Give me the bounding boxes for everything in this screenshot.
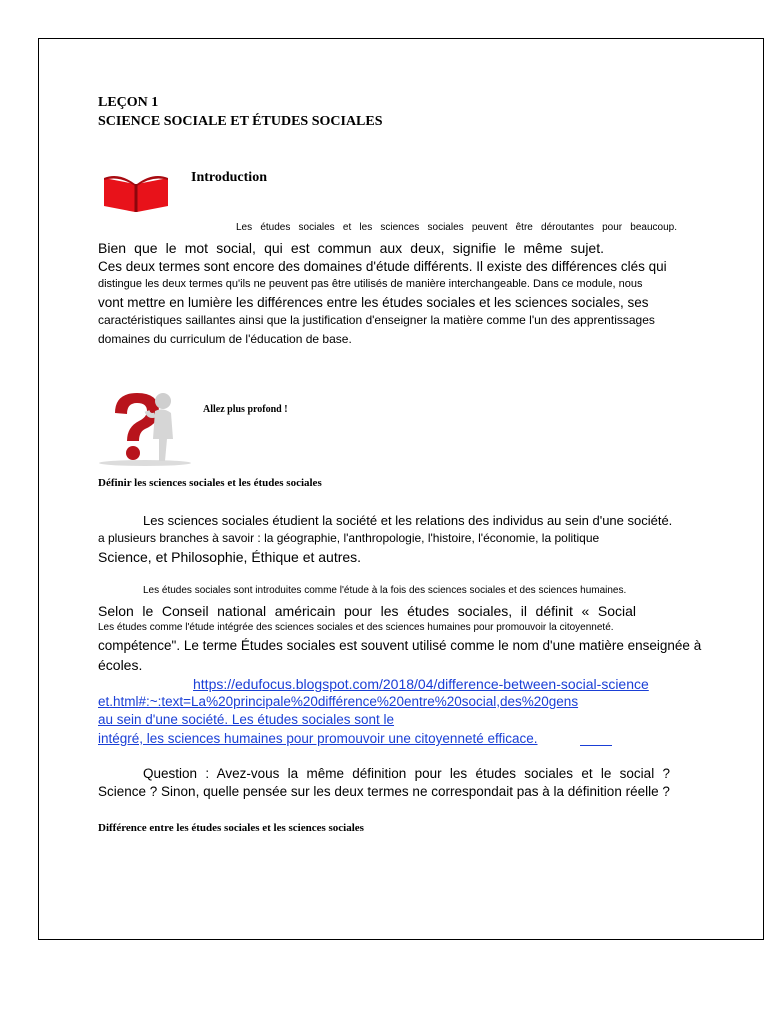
- lesson-title: SCIENCE SOCIALE ET ÉTUDES SOCIALES: [98, 114, 383, 129]
- intro-line-1: Les études sociales et les sciences sociales peuvent être déroutantes pour beaucoup.: [236, 222, 677, 233]
- source-link-line-4[interactable]: intégré, les sciences humaines pour promouvoir une citoyenneté efficace.: [98, 731, 538, 746]
- section1-para2-line-2: Selon le Conseil national américain pour les études sociales, il définit « Social: [98, 603, 636, 619]
- intro-line-4: distingue les deux termes qu'ils ne peuvent pas être utilisés de manière interchangeable. Dans ce module, nous: [98, 278, 643, 290]
- source-link-line-3[interactable]: au sein d'une société. Les études sociales sont le: [98, 712, 395, 727]
- section1-para1-line-3: Science, et Philosophie, Éthique et autres.: [98, 549, 362, 565]
- section1-para1-line-2: a plusieurs branches à savoir : la géographie, l'anthropologie, l'histoire, l'économie, la politique: [98, 531, 600, 545]
- lesson-label: LEÇON 1: [98, 95, 159, 110]
- intro-line-7: domaines du curriculum de l'éducation de base.: [98, 332, 352, 346]
- question-line-2: Science ? Sinon, quelle pensée sur les deux termes ne correspondait pas à la définition réelle ?: [98, 784, 670, 799]
- source-link-line-1[interactable]: https://edufocus.blogspot.com/2018/04/difference-between-social-science: [193, 676, 649, 692]
- section1-para2-line-3: Les études comme l'étude intégrée des sciences sociales et des sciences humaines pour promouvoir la citoyenneté.: [98, 622, 614, 633]
- source-link-line-2[interactable]: et.html#:~:text=La%20principale%20différence%20entre%20social,des%20gens: [98, 694, 579, 709]
- source-link-underline-1: [422, 712, 535, 728]
- section2-heading: Différence entre les études sociales et les sciences sociales: [98, 822, 364, 834]
- section1-para2-line-5: écoles.: [98, 657, 143, 673]
- source-link-underline-2: [580, 745, 612, 746]
- question-line-1: Question : Avez-vous la même définition pour les études sociales et le social ?: [143, 766, 670, 781]
- intro-line-5: vont mettre en lumière les différences entre les études sociales et les sciences sociales, ses: [98, 295, 649, 310]
- question-mark-figure-icon: [97, 387, 193, 467]
- deeper-label: Allez plus profond !: [203, 404, 288, 415]
- intro-heading: Introduction: [191, 170, 267, 185]
- section1-para2-line-4: compétence". Le terme Études sociales est souvent utilisé comme le nom d'une matière enseignée à: [98, 638, 702, 653]
- open-book-icon: [102, 170, 170, 214]
- intro-line-2: Bien que le mot social, qui est commun aux deux, signifie le même sujet.: [98, 240, 604, 256]
- intro-line-3: Ces deux termes sont encore des domaines d'étude différents. Il existe des différences clés qui: [98, 259, 667, 274]
- intro-line-6: caractéristiques saillantes ainsi que la justification d'enseigner la matière comme l'un des apprentissages: [98, 313, 655, 327]
- section1-heading: Définir les sciences sociales et les études sociales: [98, 477, 322, 489]
- section1-para2-line-1: Les études sociales sont introduites comme l'étude à la fois des sciences sociales et des sciences humaines.: [143, 585, 627, 596]
- section1-para1-line-1: Les sciences sociales étudient la société et les relations des individus au sein d'une société.: [143, 513, 673, 528]
